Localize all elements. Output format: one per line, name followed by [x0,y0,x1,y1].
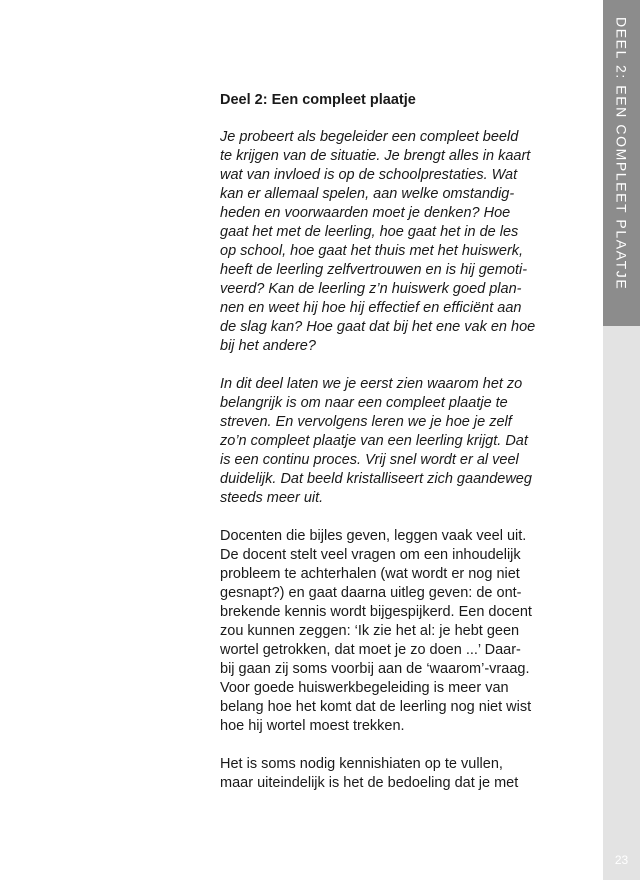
text-line: brekende kennis wordt bijgespijkerd. Een docent [220,604,532,620]
chapter-tab-label: DEEL 2: EEN COMPLEET PLAATJE [613,17,630,291]
text-line: heden en voorwaarden moet je denken? Hoe [220,205,511,221]
text-line: kan er allemaal spelen, aan welke omstandig- [220,186,515,202]
body-paragraph-2 [220,755,555,793]
intro-paragraph-2 [220,375,555,508]
side-tab-strip [603,0,640,880]
text-line: op school, hoe gaat het thuis met het huiswerk, [220,243,524,259]
text-line: zou kunnen zeggen: ‘Ik zie het al: je hebt geen [220,623,520,639]
text-line: gaat het met de leerling, hoe gaat het in de les [220,224,519,240]
page-number: 23 [614,853,629,867]
text-line: duidelijk. Dat beeld kristalliseert zich gaandeweg [220,471,532,487]
text-line: hoe hij wortel moest trekken. [220,718,405,734]
chapter-tab [603,0,640,326]
text-line: wat van invloed is op de schoolprestaties. Wat [220,167,518,183]
text-line: is een continu proces. Vrij snel wordt er al veel [220,452,519,468]
text-line: gesnapt?) en gaat daarna uitleg geven: de ont- [220,585,522,601]
text-line: Het is soms nodig kennishiaten op te vullen, [220,756,503,772]
section-heading: Deel 2: Een compleet plaatje [220,92,416,108]
text-line: De docent stelt veel vragen om een inhoudelijk [220,547,521,563]
text-line: bij het andere? [220,338,316,354]
text-line: In dit deel laten we je eerst zien waarom het zo [220,376,523,392]
text-line: heeft de leerling zelfvertrouwen en is hij gemoti- [220,262,528,278]
text-line: bij gaan zij soms voorbij aan de ‘waarom’-vraag. [220,661,530,677]
text-line: probleem te achterhalen (wat wordt er nog niet [220,566,520,582]
text-line: veerd? Kan de leerling z’n huiswerk goed plan- [220,281,522,297]
text-line: streven. En vervolgens leren we je hoe je zelf [220,414,512,430]
text-line: Je probeert als begeleider een compleet beeld [220,129,519,145]
body-paragraph-1 [220,527,555,736]
text-line: belang hoe het komt dat de leerling nog niet wist [220,699,532,715]
text-line: Docenten die bijles geven, leggen vaak veel uit. [220,528,527,544]
text-line: zo’n compleet plaatje van een leerling krijgt. Dat [220,433,528,449]
text-line: Voor goede huiswerkbegeleiding is meer van [220,680,509,696]
text-line: steeds meer uit. [220,490,324,506]
text-line: nen en weet hij hoe hij effectief en efficiënt aan [220,300,522,316]
text-line: belangrijk is om naar een compleet plaatje te [220,395,508,411]
text-line: te krijgen van de situatie. Je brengt alles in kaart [220,148,531,164]
text-line: de slag kan? Hoe gaat dat bij het ene vak en hoe [220,319,536,335]
text-line: maar uiteindelijk is het de bedoeling dat je met [220,775,519,791]
intro-paragraph-1 [220,128,555,356]
text-line: wortel getrokken, dat moet je zo doen ...’ Daar- [220,642,521,658]
page-content [220,91,555,812]
